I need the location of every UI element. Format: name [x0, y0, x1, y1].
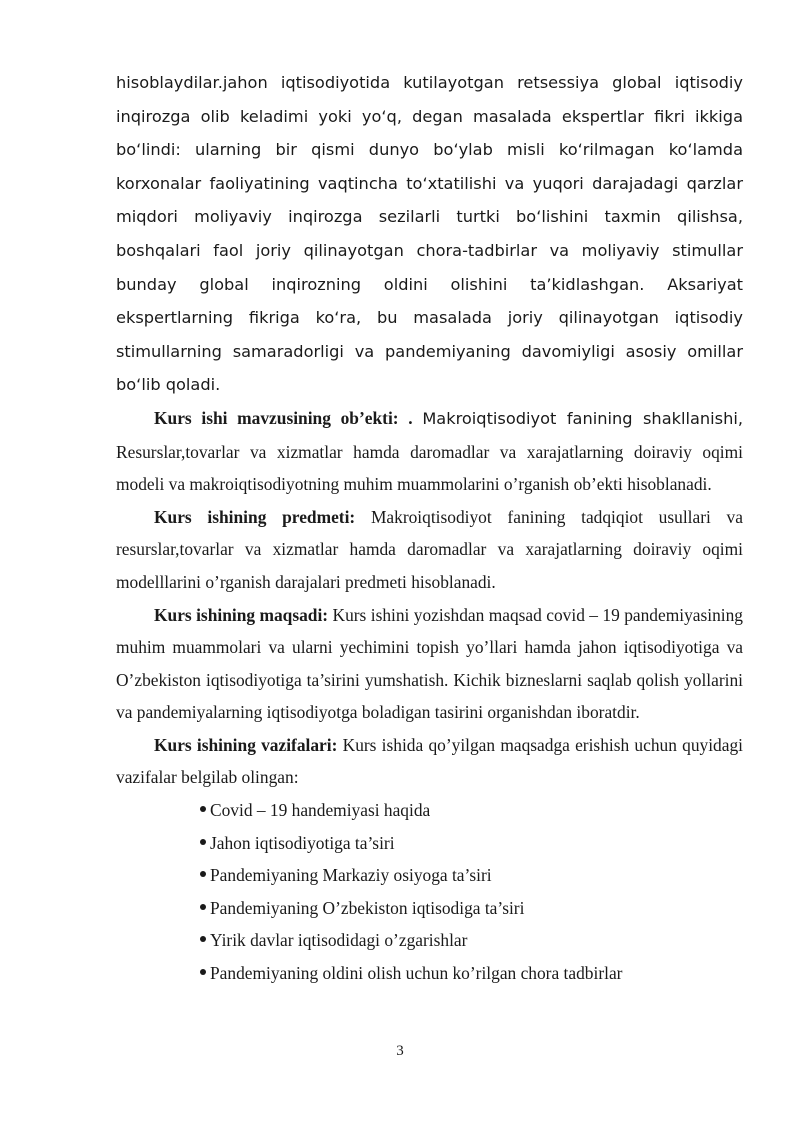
tasks-list — [116, 794, 743, 990]
list-item-text: Pandemiyaning O’zbekiston iqtisodiga ta’siri — [210, 897, 525, 918]
list-item — [200, 827, 743, 860]
goal-text: Kurs ishini yozishdan maqsad covid – 19 pandemiyasining muhim muammolari va ularni yechimini topish yo’llari hamda jahon iqtisodiyotiga va O’zbekiston iqtisodiyotiga ta’sirini yumshatish. Kichik bizneslarni saqlab qolish yollarini va pandemiyalarning iqtisodiyotga boladigan tasirini organishdan iboratdir. — [116, 604, 744, 723]
list-item — [200, 859, 743, 892]
list-item-text: Pandemiyaning oldini olish uchun ko’rilgan chora tadbirlar — [210, 963, 623, 984]
list-item — [200, 892, 743, 925]
tasks-label: Kurs ishining vazifalari: — [154, 734, 338, 755]
bullet-icon — [200, 904, 206, 910]
list-item-text: Yirik davlar iqtisodidagi o’zgarishlar — [210, 930, 468, 951]
goal-label: Kurs ishining maqsadi: — [154, 604, 329, 625]
list-item-text: Jahon iqtisodiyotiga ta’siri — [210, 832, 395, 853]
list-item — [200, 924, 743, 957]
goal-paragraph — [116, 599, 743, 729]
tasks-text: Kurs ishida qo’yilgan maqsadga erishish uchun quyidagi vazifalar belgilab olingan: — [116, 734, 743, 788]
object-text: Resurslar,tovarlar va xizmatlar hamda daromadlar va xarajatlarning doiraviy oqimi modeli va makroiqtisodiyotning muhim muammolarini o’rganish ob’ekti hisoblanadi. — [116, 441, 743, 495]
tasks-paragraph — [116, 729, 743, 794]
list-item — [200, 794, 743, 827]
bullet-icon — [200, 806, 206, 812]
object-sans-text: Makroiqtisodiyot fanining shakllanishi, — [422, 408, 743, 428]
bullet-icon — [200, 871, 206, 877]
list-item — [200, 957, 743, 990]
object-paragraph — [116, 402, 743, 501]
list-item-text: Covid – 19 handemiyasi haqida — [210, 800, 431, 821]
subject-label: Kurs ishining predmeti: — [154, 506, 356, 527]
subject-paragraph — [116, 501, 743, 599]
subject-text: Makroiqtisodiyot fanining tadqiqiot usullari va resurslar,tovarlar va xizmatlar hamda daromadlar va xarajatlarning doiraviy oqimi modelllarini o’rganish darajalari predmeti hisoblanadi. — [116, 506, 743, 592]
bullet-icon — [200, 936, 206, 942]
intro-paragraph — [116, 66, 743, 402]
object-label: Kurs ishi mavzusining ob’ekti: . — [154, 407, 413, 428]
intro-text: hisoblaydilar.jahon iqtisodiyotida kutilayotgan retsessiya global iqtisodiy inqirozga olib keladimi yoki yo‘q, degan masalada ekspertlar fikri ikkiga bo‘lindi: ularning bir qismi dunyo bo‘ylab misli ko‘rilmagan ko‘lamda korxonalar faoliyatining vaqtincha to‘xtatilishi va yuqori darajadagi qarzlar miqdori moliyaviy inqirozga sezilarli turtki bo‘lishini taxmin qilishsa, boshqalari faol joriy qilinayotgan chora-tadbirlar va moliyaviy stimullar bunday global inqirozning oldini olishini ta’kidlashgan. Aksariyat ekspertlarning fikriga ko‘ra, bu masalada joriy qilinayotgan iqtisodiy stimullarning samaradorligi va pandemiyaning davomiyligi asosiy omillar bo‘lib qoladi. — [116, 73, 743, 395]
bullet-icon — [200, 839, 206, 845]
list-item-text: Pandemiyaning Markaziy osiyoga ta’siri — [210, 865, 492, 886]
page-number: 3 — [396, 1043, 404, 1059]
bullet-icon — [200, 969, 206, 975]
document-page — [116, 66, 743, 990]
